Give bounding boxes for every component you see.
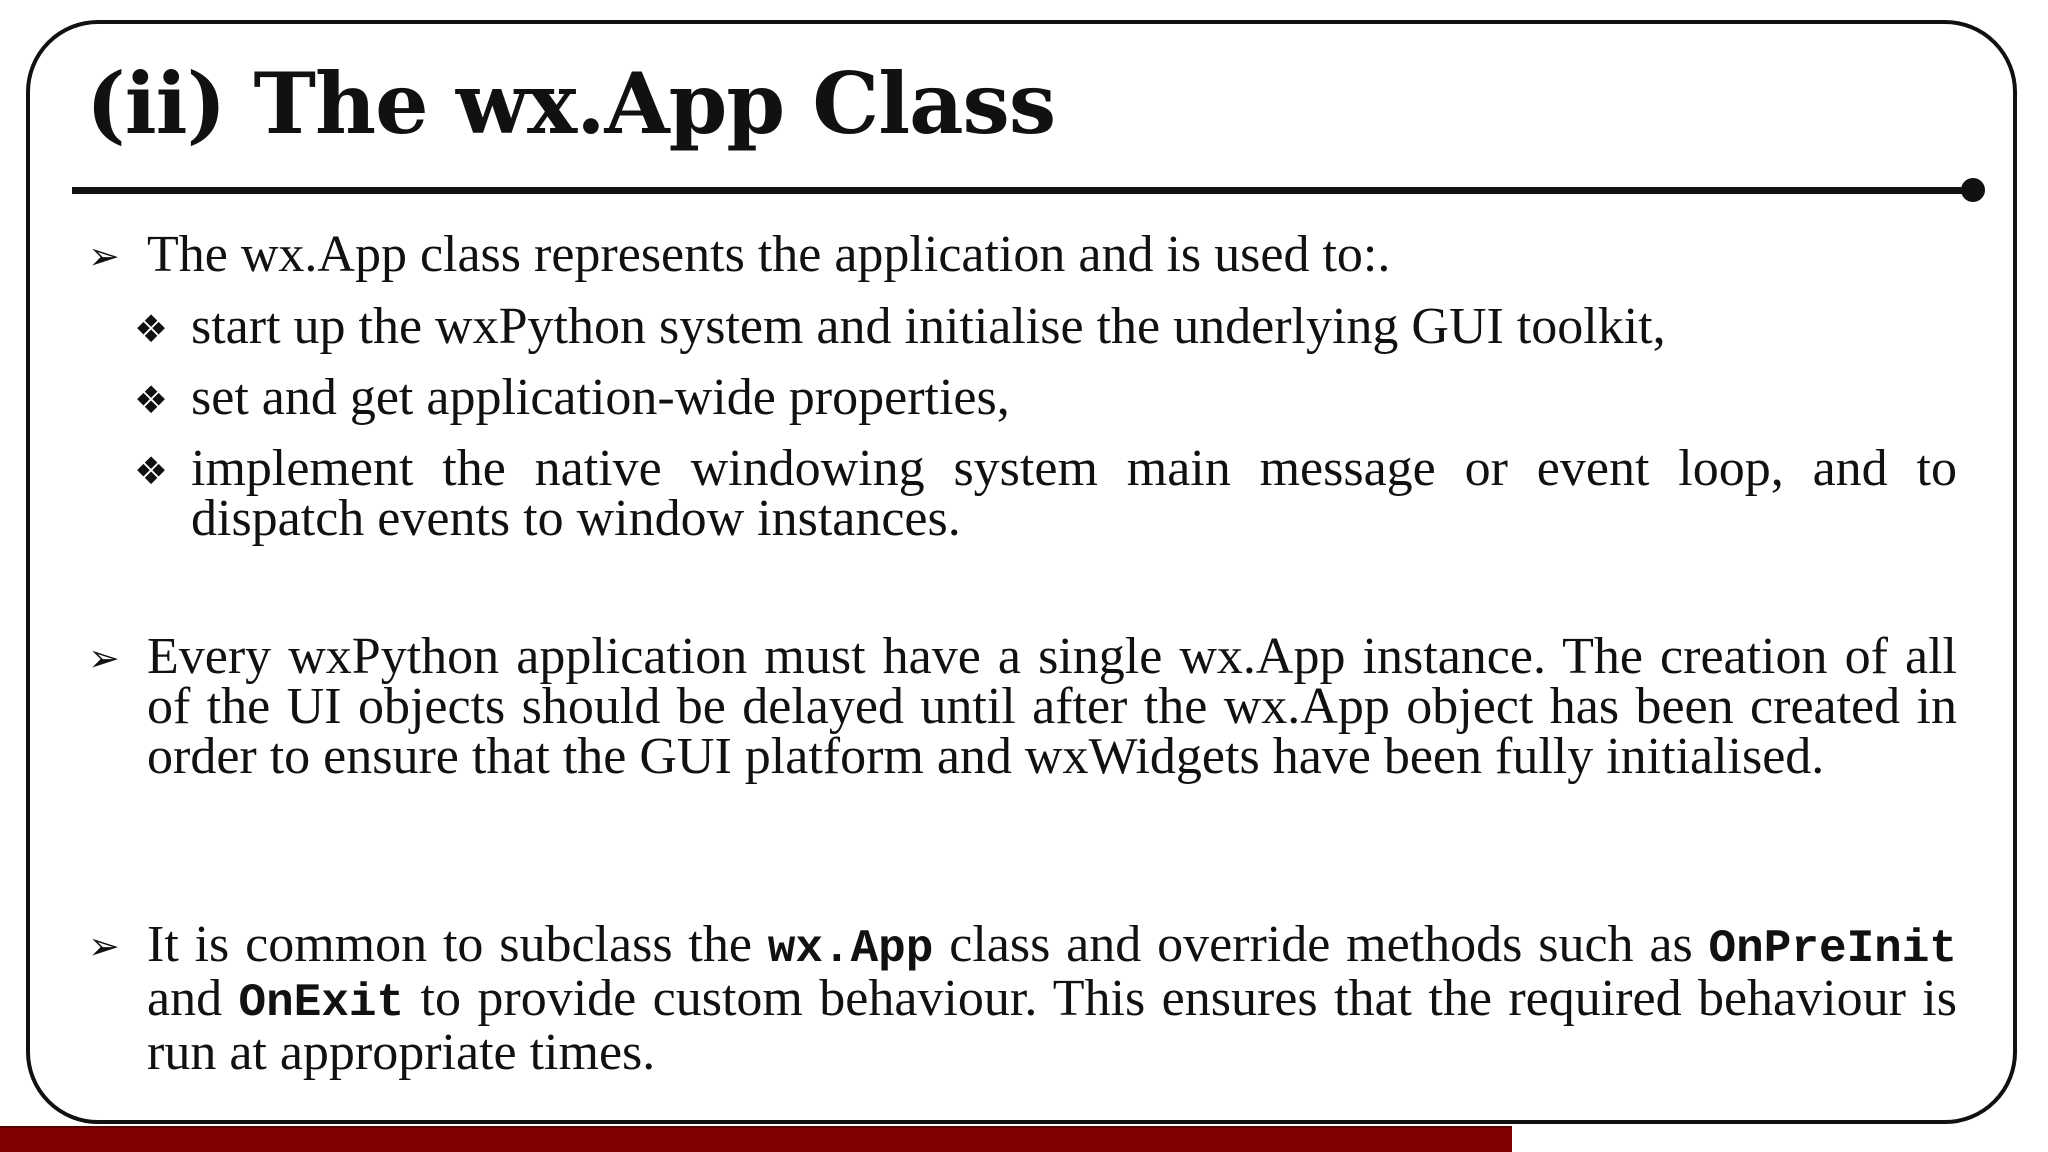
slide-title: (ii) The wx.App Class [86,54,1056,153]
point-3-text-part: class and override methods such as [933,916,1709,973]
arrow-bullet-icon: ➢ [88,234,120,278]
diamond-bullet-icon: ❖ [134,307,169,351]
point-2-text: Every wxPython application must have a single wx.App instance. The creation of all of the UI objects should be delayed until after the wx.App object has been created in order to ensure that the GUI platform and wxWidgets have been fully initialised. [147,628,1957,785]
arrow-bullet-icon: ➢ [88,924,120,968]
point-3-text-part: to provide custom behaviour. This ensures that the required behaviour is run at appropriate times. [147,970,1957,1081]
diamond-bullet-icon: ❖ [134,378,169,422]
point-1-subpoint-2: set and get application-wide properties, [191,369,1010,426]
footer-bar [0,1126,1512,1152]
point-3-text-part: and [147,970,239,1027]
arrow-bullet-icon: ➢ [88,636,120,680]
title-underline [72,187,1974,194]
point-1-subpoint-3: implement the native windowing system main message or event loop, and to dispatch events to window instances. [191,440,1957,547]
point-1-subpoint-1: start up the wxPython system and initialise the underlying GUI toolkit, [191,298,1666,355]
code-onpreinit: OnPreInit [1708,923,1957,975]
diamond-bullet-icon: ❖ [134,449,169,493]
point-1-text: The wx.App class represents the application and is used to:. [147,226,1391,283]
point-3-text-part: It is common to subclass the [147,916,768,973]
code-onexit: OnExit [238,977,405,1029]
code-wx-app: wx.App [767,923,934,975]
title-underline-dot [1961,178,1985,202]
point-3-text [147,916,1957,1081]
